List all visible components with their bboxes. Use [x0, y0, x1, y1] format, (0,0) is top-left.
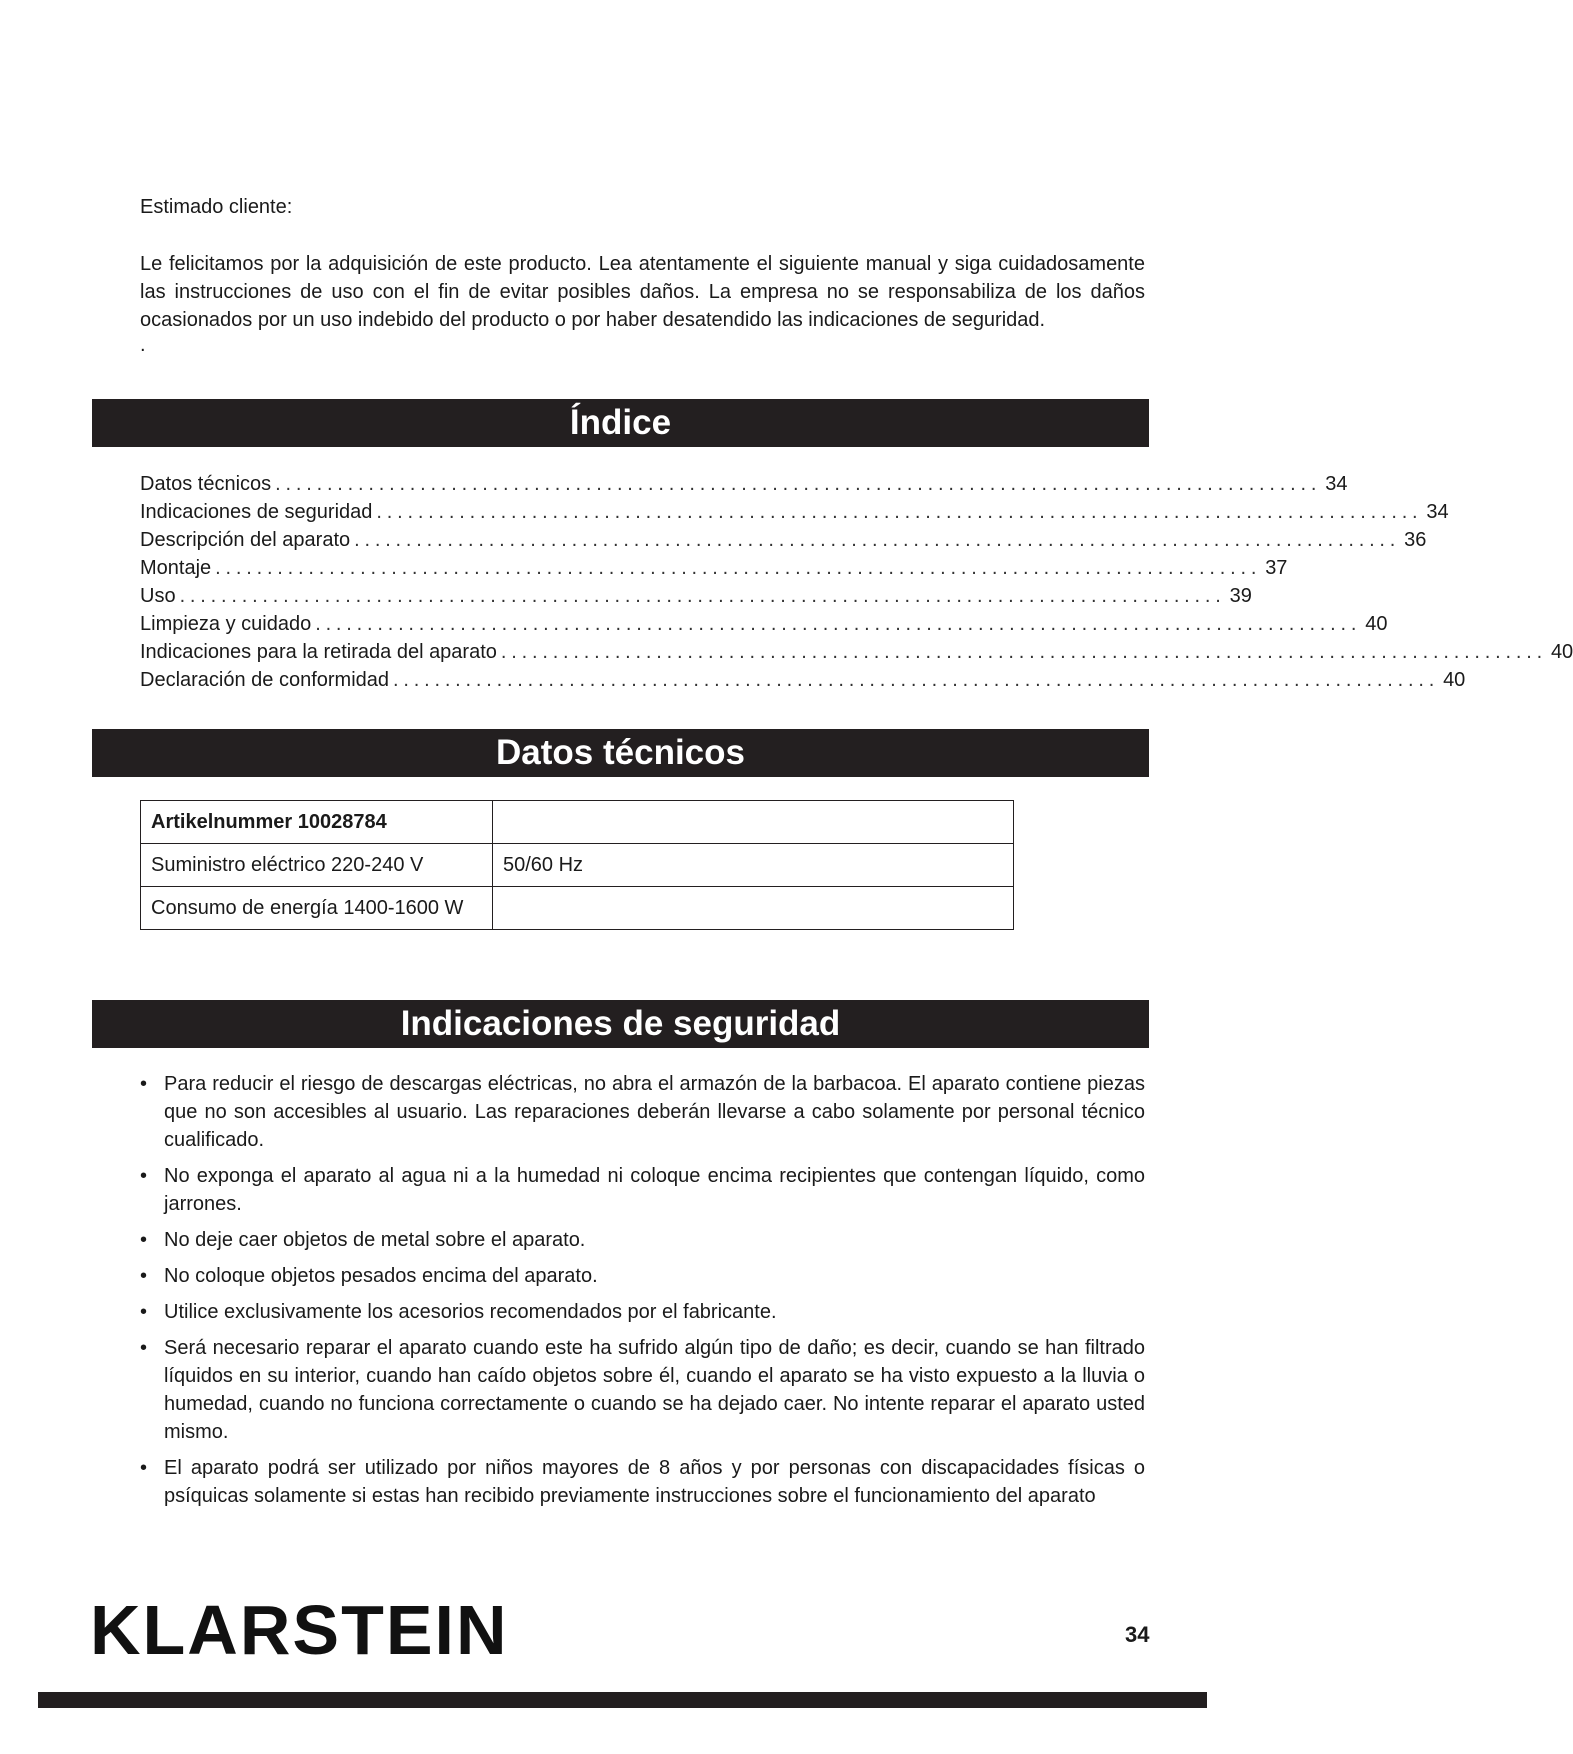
- bullet-icon: •: [140, 1229, 148, 1251]
- toc-leader-dots: .....................................................................................................: [354, 529, 1401, 551]
- list-item: [140, 1298, 1145, 1326]
- safety-list: [140, 1070, 1145, 1518]
- bullet-icon: •: [140, 1265, 148, 1287]
- toc-item-title: Indicaciones de seguridad: [140, 501, 373, 523]
- toc-item-title: Uso: [140, 585, 176, 607]
- spec-label: Consumo de energía 1400-1600 W: [141, 887, 493, 930]
- table-row: [141, 887, 1014, 930]
- safety-item-text: Será necesario reparar el aparato cuando este ha sufrido algún tipo de daño; es decir, cuando se han filtrado líquidos en su interior, cuando han caído objetos sobre él, cuando el aparato se ha visto expuesto a la lluvia o humedad, cuando no funciona correctamente o cuando se ha dejado caer. No intente reparar el aparato usted mismo.: [164, 1337, 1145, 1443]
- toc-item-title: Declaración de conformidad: [140, 669, 390, 691]
- bullet-icon: •: [140, 1457, 148, 1479]
- toc-item[interactable]: [140, 666, 1466, 694]
- bullet-icon: •: [140, 1337, 148, 1359]
- toc-leader-dots: .....................................................................................................: [275, 473, 1322, 495]
- list-item: [140, 1226, 1145, 1254]
- spec-value: 50/60 Hz: [493, 844, 1014, 887]
- toc-item[interactable]: [140, 498, 1449, 526]
- table-row: [141, 801, 1014, 844]
- toc-leader-dots: .....................................................................................................: [376, 501, 1423, 523]
- toc-item[interactable]: [140, 526, 1427, 554]
- spec-value: [493, 801, 1014, 844]
- safety-item-text: El aparato podrá ser utilizado por niños mayores de 8 años y por personas con discapacidades físicas o psíquicas solamente si estas han recibido previamente instrucciones sobre el funcionamiento del aparato: [164, 1457, 1145, 1507]
- list-item: [140, 1334, 1145, 1446]
- bullet-icon: •: [140, 1073, 148, 1095]
- bullet-icon: •: [140, 1301, 148, 1323]
- specs-table: [140, 800, 1014, 930]
- toc-leader-dots: .....................................................................................................: [393, 669, 1440, 691]
- toc-item-page: 39: [1229, 585, 1252, 607]
- toc-item[interactable]: [140, 554, 1288, 582]
- spec-value: [493, 887, 1014, 930]
- toc-item-title: Indicaciones para la retirada del aparato: [140, 641, 497, 663]
- toc-item[interactable]: [140, 582, 1252, 610]
- list-item: [140, 1162, 1145, 1218]
- bullet-icon: •: [140, 1165, 148, 1187]
- list-item: [140, 1454, 1145, 1510]
- safety-item-text: Para reducir el riesgo de descargas eléctricas, no abra el armazón de la barbacoa. El aparato contiene piezas que no son accesibles al usuario. Las reparaciones deberán llevarse a cabo solamente por personal técnico cualificado.: [164, 1073, 1145, 1151]
- safety-item-text: No coloque objetos pesados encima del aparato.: [164, 1265, 598, 1287]
- table-of-contents: [140, 470, 1573, 694]
- footer-divider: [38, 1692, 1207, 1708]
- spec-label: Suministro eléctrico 220-240 V: [141, 844, 493, 887]
- intro-paragraph: Le felicitamos por la adquisición de este producto. Lea atentamente el siguiente manual y siga cuidadosamente las instrucciones de uso con el fin de evitar posibles daños. La empresa no se responsabiliza de los daños ocasionados por un uso indebido del producto o por haber desatendido las indicaciones de seguridad.: [140, 253, 1145, 331]
- list-item: [140, 1262, 1145, 1290]
- toc-item-page: 36: [1404, 529, 1427, 551]
- page-number: 34: [1125, 1622, 1150, 1647]
- toc-item-page: 40: [1550, 641, 1573, 663]
- specs-heading: Datos técnicos: [92, 729, 1149, 777]
- toc-item-page: 34: [1325, 473, 1348, 495]
- toc-item-page: 40: [1365, 613, 1388, 635]
- safety-item-text: No exponga el aparato al agua ni a la humedad ni coloque encima recipientes que contengan líquido, como jarrones.: [164, 1165, 1145, 1215]
- toc-item[interactable]: [140, 470, 1348, 498]
- toc-item-page: 37: [1265, 557, 1288, 579]
- toc-item-page: 40: [1443, 669, 1466, 691]
- toc-leader-dots: .....................................................................................................: [500, 641, 1547, 663]
- toc-item-title: Limpieza y cuidado: [140, 613, 312, 635]
- toc-item-title: Datos técnicos: [140, 473, 272, 495]
- toc-item[interactable]: [140, 638, 1573, 666]
- brand-logo: KLARSTEIN: [90, 1591, 509, 1669]
- toc-item-page: 34: [1426, 501, 1449, 523]
- safety-item-text: No deje caer objetos de metal sobre el aparato.: [164, 1229, 586, 1251]
- intro-trailing-dot: .: [140, 334, 146, 356]
- index-heading: Índice: [92, 399, 1149, 447]
- toc-item[interactable]: [140, 610, 1388, 638]
- safety-heading: Indicaciones de seguridad: [92, 1000, 1149, 1048]
- safety-item-text: Utilice exclusivamente los acesorios recomendados por el fabricante.: [164, 1301, 777, 1323]
- greeting: Estimado cliente:: [140, 196, 293, 218]
- toc-item-title: Montaje: [140, 557, 212, 579]
- toc-leader-dots: .....................................................................................................: [179, 585, 1226, 607]
- table-row: [141, 844, 1014, 887]
- toc-leader-dots: .....................................................................................................: [215, 557, 1262, 579]
- list-item: [140, 1070, 1145, 1154]
- toc-leader-dots: .....................................................................................................: [315, 613, 1362, 635]
- spec-label: Artikelnummer 10028784: [141, 801, 493, 844]
- toc-item-title: Descripción del aparato: [140, 529, 351, 551]
